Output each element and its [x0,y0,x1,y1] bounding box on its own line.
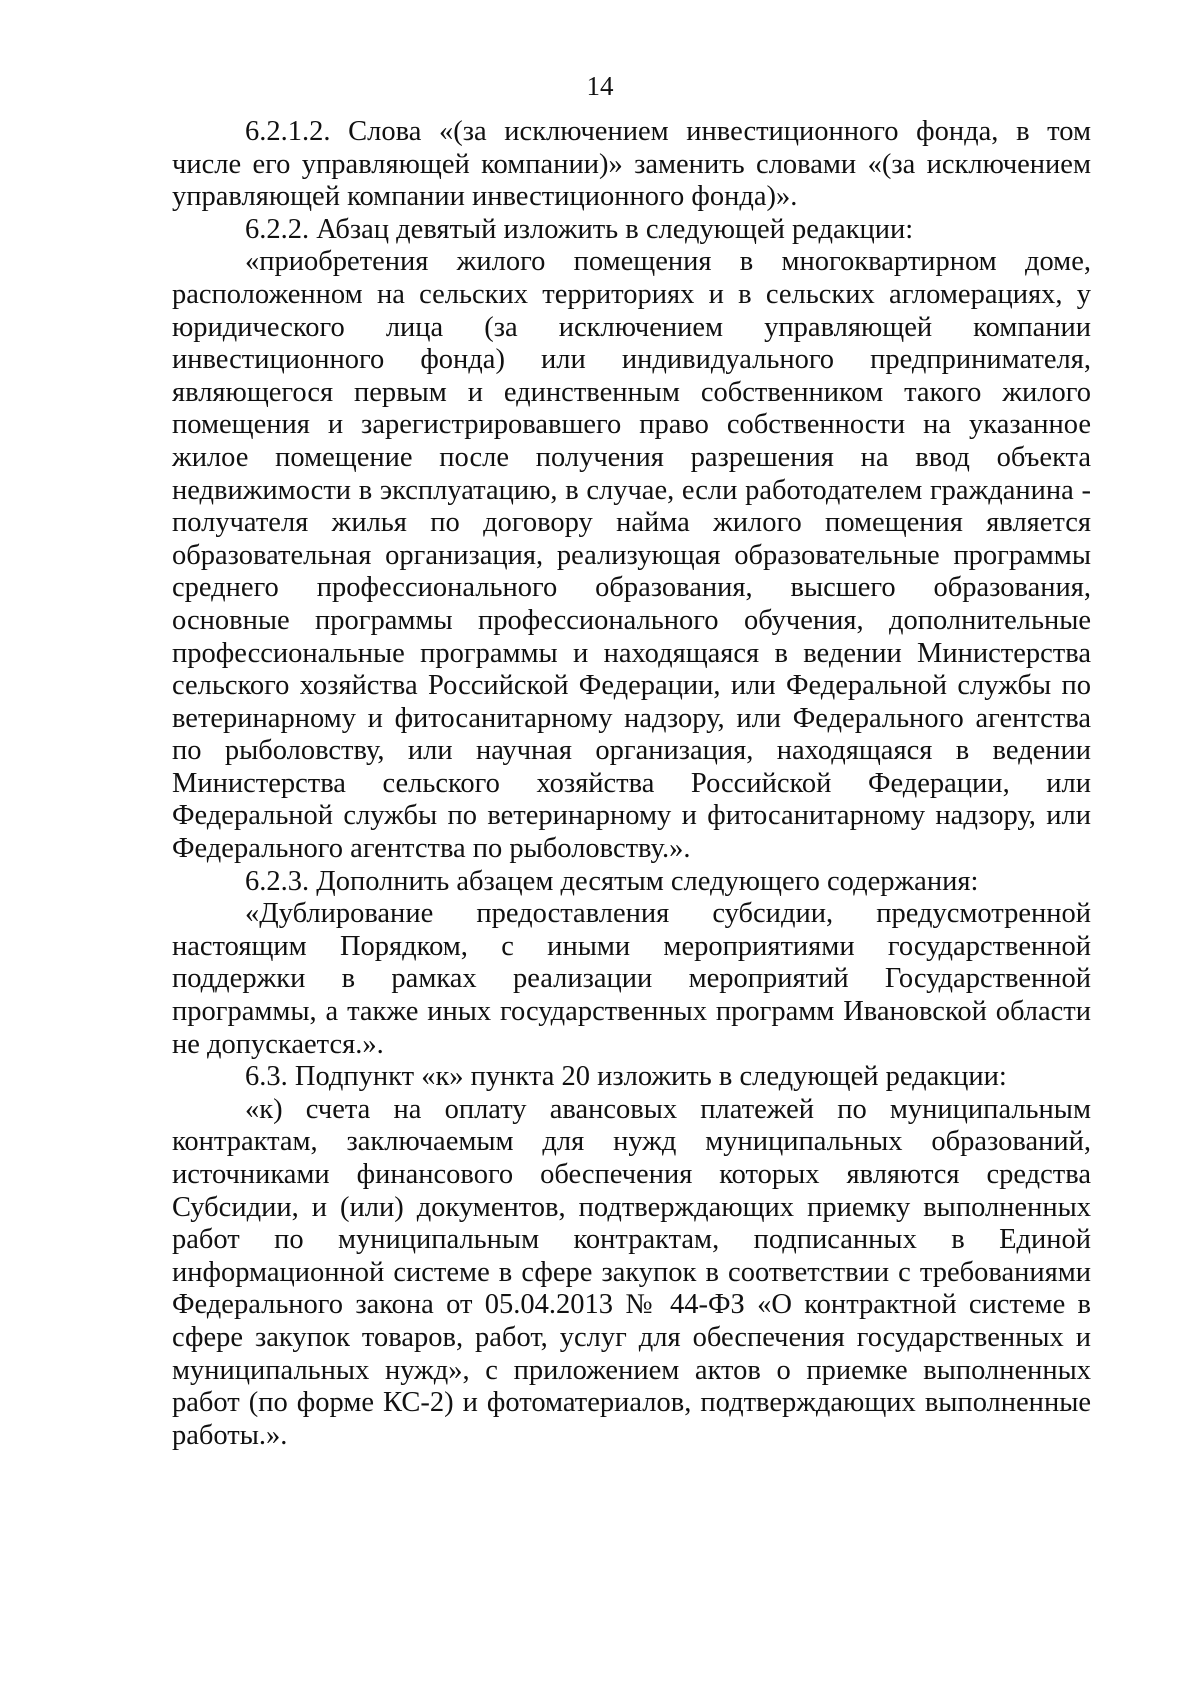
paragraph-6-3-quote: «к) счета на оплату авансовых платежей по муниципальным контрактам, заключаемым для нужд муниципальных образований, источниками финансового обеспечения которых являются средства Субсидии, и (или) документов, подтверждающих приемку выполненных работ по муниципальным контрактам, подписанных в Единой информационной системе в сфере закупок в соответствии с требованиями Федерального закона от 05.04.2013 № 44-ФЗ «О контрактной системе в сфере закупок товаров, работ, услуг для обеспечения государственных и муниципальных нужд», с приложением актов о приемке выполненных работ (по форме КС-2) и фотоматериалов, подтверждающих выполненные работы.». [172,1093,1091,1451]
page-number: 14 [586,71,614,101]
paragraph-6-2-2-heading: 6.2.2. Абзац девятый изложить в следующей редакции: [245,213,914,245]
paragraph-6-3-heading: 6.3. Подпункт «к» пункта 20 изложить в следующей редакции: [245,1061,1007,1093]
paragraph-6-2-1-2: 6.2.1.2. Слова «(за исключением инвестиционного фонда, в том числе его управляющей компании)» заменить словами «(за исключением управляющей компании инвестиционного фонда)». [172,116,1091,213]
document-body [172,116,1091,1452]
paragraph-6-2-2-quote: «приобретения жилого помещения в многоквартирном доме, расположенном на сельских территориях и в сельских агломерациях, у юридического лица (за исключением управляющей компании инвестиционного фонда) или индивидуального предпринимателя, являющегося первым и единственным собственником такого жилого помещения и зарегистрировавшего право собственности на указанное жилое помещение после получения разрешения на ввод объекта недвижимости в эксплуатацию, в случае, если работодателем гражданина - получателя жилья по договору найма жилого помещения является образовательная организация, реализующая образовательные программы среднего профессионального образования, высшего образования, основные программы профессионального обучения, дополнительные профессиональные программы и находящаяся в ведении Министерства сельского хозяйства Российской Федерации, или Федеральной службы по ветеринарному и фитосанитарному надзору, или Федерального агентства по рыболовству, или научная организация, находящаяся в ведении Министерства сельского хозяйства Российской Федерации, или Федеральной службы по ветеринарному и фитосанитарному надзору, или Федерального агентства по рыболовству.». [172,246,1091,865]
paragraph-6-2-3-heading: 6.2.3. Дополнить абзацем десятым следующего содержания: [245,865,979,897]
paragraph-6-2-3-quote: «Дублирование предоставления субсидии, предусмотренной настоящим Порядком, с иными мероприятиями государственной поддержки в рамках реализации мероприятий Государственной программы, а также иных государственных программ Ивановской области не допускается.». [172,898,1091,1060]
